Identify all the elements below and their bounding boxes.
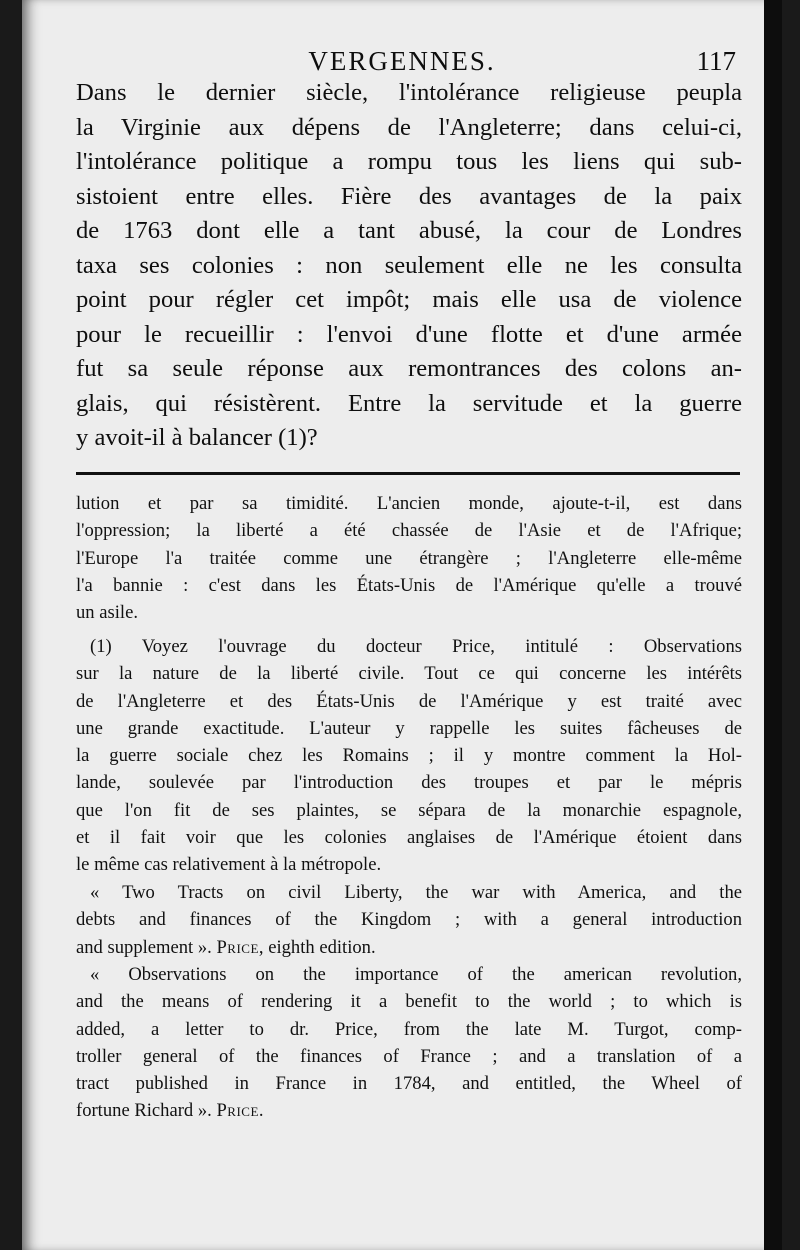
footnote-1 [76,633,742,879]
citation-line: « Two Tracts on civil Liberty, the war with America, and the [90,882,742,903]
citation-line: troller general of the finances of France ; and a translation of a [76,1045,742,1067]
footnote-line: une grande exactitude. L'auteur y rappelle les suites fâcheuses de [76,717,742,739]
citation-line: debts and finances of the Kingdom ; with a general introduction [76,909,742,931]
text-line: l'intolérance politique a rompu tous les liens qui sub- [76,148,742,175]
footnote-line: (1) Voyez l'ouvrage du docteur Price, intitulé : Observations [90,636,742,657]
citation-line: added, a letter to dr. Price, from the late M. Turgot, comp- [76,1018,742,1040]
footnote-line: lande, soulevée par l'introduction des troupes et par le mépris [76,772,742,794]
citation-line: tract published in France in 1784, and entitled, the Wheel of [76,1073,742,1095]
citation-edition: , eighth edition. [258,936,376,958]
running-head: VERGENNES. [308,46,496,76]
footnote-line: de l'Angleterre et des États-Unis de l'Amérique y est traité avec [76,690,742,712]
citation-tail: . [258,1100,264,1122]
footnote-line: l'a bannie : c'est dans les États-Unis de l'Amérique qu'elle a trouvé [76,574,742,596]
footnote-line: que l'on fit de ses plaintes, se sépara de la monarchie espagnole, [76,799,742,821]
text-line: y avoit-il à balancer (1)? [76,424,318,451]
footnote-line: l'Europe l'a traitée comme une étrangère ; l'Angleterre elle-même [76,547,742,569]
main-paragraph [76,76,742,456]
footnote-line: la guerre sociale chez les Romains ; il y montre comment la Hol- [76,745,742,767]
footnote-divider [76,472,740,475]
citation-author: Price [216,1100,259,1122]
text-line: sistoient entre elles. Fière des avantages de la paix [76,182,742,210]
footnote-line: sur la nature de la liberté civile. Tout ce qui concerne les intérêts [76,663,742,685]
text-line: taxa ses colonies : non seulement elle ne les consulta [76,251,742,279]
text-line: glais, qui résistèrent. Entre la servitude et la guerre [76,389,742,417]
citation-author: Price [216,936,259,958]
text-line: fut sa seule réponse aux remontrances des colons an- [76,355,742,382]
page-edge-shadow [764,0,782,1250]
text-line: de 1763 dont elle a tant abusé, la cour de Londres [76,217,742,244]
footnote-continued [76,490,742,626]
citation-line: and the means of rendering it a benefit to the world ; to which is [76,991,742,1013]
page-number: 117 [696,46,736,76]
citation-title-end: fortune Richard ». [76,1100,217,1122]
text-line: Dans le dernier siècle, l'intolérance religieuse peupla [76,79,742,106]
citation-line [76,1097,742,1124]
text-line: la Virginie aux dépens de l'Angleterre; dans celui-ci, [76,113,742,141]
text-line: pour le recueillir : l'envoi d'une flotte et d'une armée [76,320,742,348]
footnote-line: un asile. [76,602,138,624]
footnote-line: le même cas relativement à la métropole. [76,854,382,876]
citation-title-end: and supplement ». [76,936,217,958]
footnote-line: lution et par sa timidité. L'ancien monde, ajoute-t-il, est dans [76,493,742,514]
citation-observations [76,961,742,1125]
citation-line: « Observations on the importance of the american revolution, [90,964,742,985]
page-header [62,44,742,78]
citation-line [76,934,742,961]
citation-two-tracts [76,879,742,961]
footnote-line: et il fait voir que les colonies anglaises de l'Amérique étoient dans [76,827,742,849]
text-line: point pour régler cet impôt; mais elle usa de violence [76,286,742,313]
footnote-line: l'oppression; la liberté a été chassée de l'Asie et de l'Afrique; [76,520,742,542]
